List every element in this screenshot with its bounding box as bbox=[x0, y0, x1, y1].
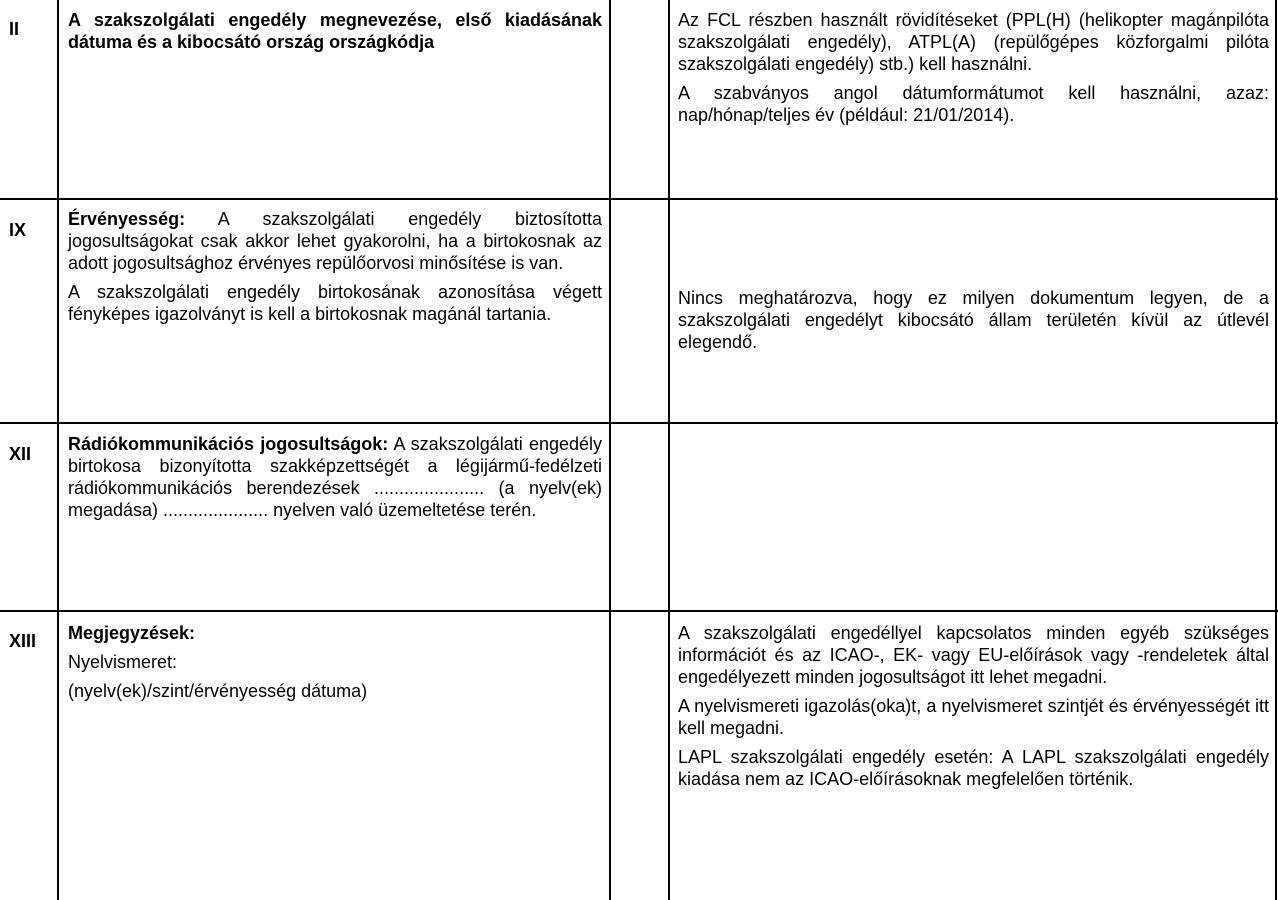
description-paragraph: A szakszolgálati engedély birtokosának azonosítása végett fényképes igazolványt is kell a birtokosnak magánál tartania. bbox=[68, 282, 602, 324]
row-number: IX bbox=[9, 220, 27, 240]
row-number: II bbox=[9, 19, 20, 39]
field-text: A szakszolgálati engedély biztosította jogosultságokat csak akkor lehet gyakorolni, ha a birtokosnak az adott jogosultsághoz érvényes repülőorvosi minősítése is van. bbox=[68, 209, 602, 273]
row-notes bbox=[678, 9, 1269, 126]
description-line: Nyelvismeret: bbox=[68, 652, 178, 672]
description-paragraph bbox=[68, 433, 602, 521]
note-paragraph: Az FCL részben használt rövidítéseket (PPL(H) (helikopter magánpilóta szakszolgálati engedély), ATPL(A) (repülőgépes közforgalmi pilóta szakszolgálati engedély) stb.) kell használni. bbox=[678, 10, 1269, 74]
field-heading: Rádiókommunikációs jogosultságok: bbox=[68, 434, 389, 454]
note-paragraph: A szakszolgálati engedéllyel kapcsolatos minden egyéb szükséges információt és az ICAO-, EK- vagy EU-előírások vagy -rendeletek által engedélyezett minden jogosultságot itt lehet megadni. bbox=[678, 623, 1269, 687]
field-text: A szakszolgálati engedély birtokosa bizonyította szakképzettségét a légijármű-fedélzeti rádiókommunikációs berendezések ...................... (a nyelv(ek) megadása) ..................... nyelven való üzemeltetése terén. bbox=[68, 434, 603, 520]
field-heading: Megjegyzések: bbox=[68, 623, 196, 643]
note-paragraph: Nincs meghatározva, hogy ez milyen dokumentum legyen, de a szakszolgálati engedélyt kibocsátó állam területén kívül az útlevél elegendő. bbox=[678, 288, 1269, 352]
row-divider bbox=[0, 610, 1278, 612]
row-description bbox=[68, 433, 602, 521]
description-paragraph bbox=[68, 208, 602, 274]
row-divider bbox=[0, 198, 1278, 200]
note-paragraph: LAPL szakszolgálati engedély esetén: A LAPL szakszolgálati engedély kiadása nem az ICAO-előírásoknak megfelelően történik. bbox=[678, 747, 1269, 789]
column-divider bbox=[609, 0, 611, 900]
row-notes bbox=[678, 287, 1269, 353]
field-heading: A szakszolgálati engedély megnevezése, első kiadásának dátuma és a kibocsátó ország országkódja bbox=[68, 10, 602, 52]
field-heading: Érvényesség: bbox=[68, 209, 186, 229]
row-number: XII bbox=[9, 444, 32, 464]
note-paragraph: A szabványos angol dátumformátumot kell használni, azaz: nap/hónap/teljes év (például: 21/01/2014). bbox=[678, 83, 1269, 125]
row-divider bbox=[0, 422, 1278, 424]
column-divider bbox=[668, 0, 670, 900]
column-divider bbox=[57, 0, 59, 900]
note-paragraph: A nyelvismereti igazolás(oka)t, a nyelvismeret szintjét és érvényességét itt kell megadni. bbox=[678, 696, 1269, 738]
row-description bbox=[68, 9, 602, 53]
row-number: XIII bbox=[9, 631, 37, 651]
row-notes bbox=[678, 622, 1269, 790]
column-divider bbox=[1275, 0, 1277, 900]
description-line: (nyelv(ek)/szint/érvényesség dátuma) bbox=[68, 681, 368, 701]
row-description bbox=[68, 622, 602, 702]
row-description bbox=[68, 208, 602, 325]
